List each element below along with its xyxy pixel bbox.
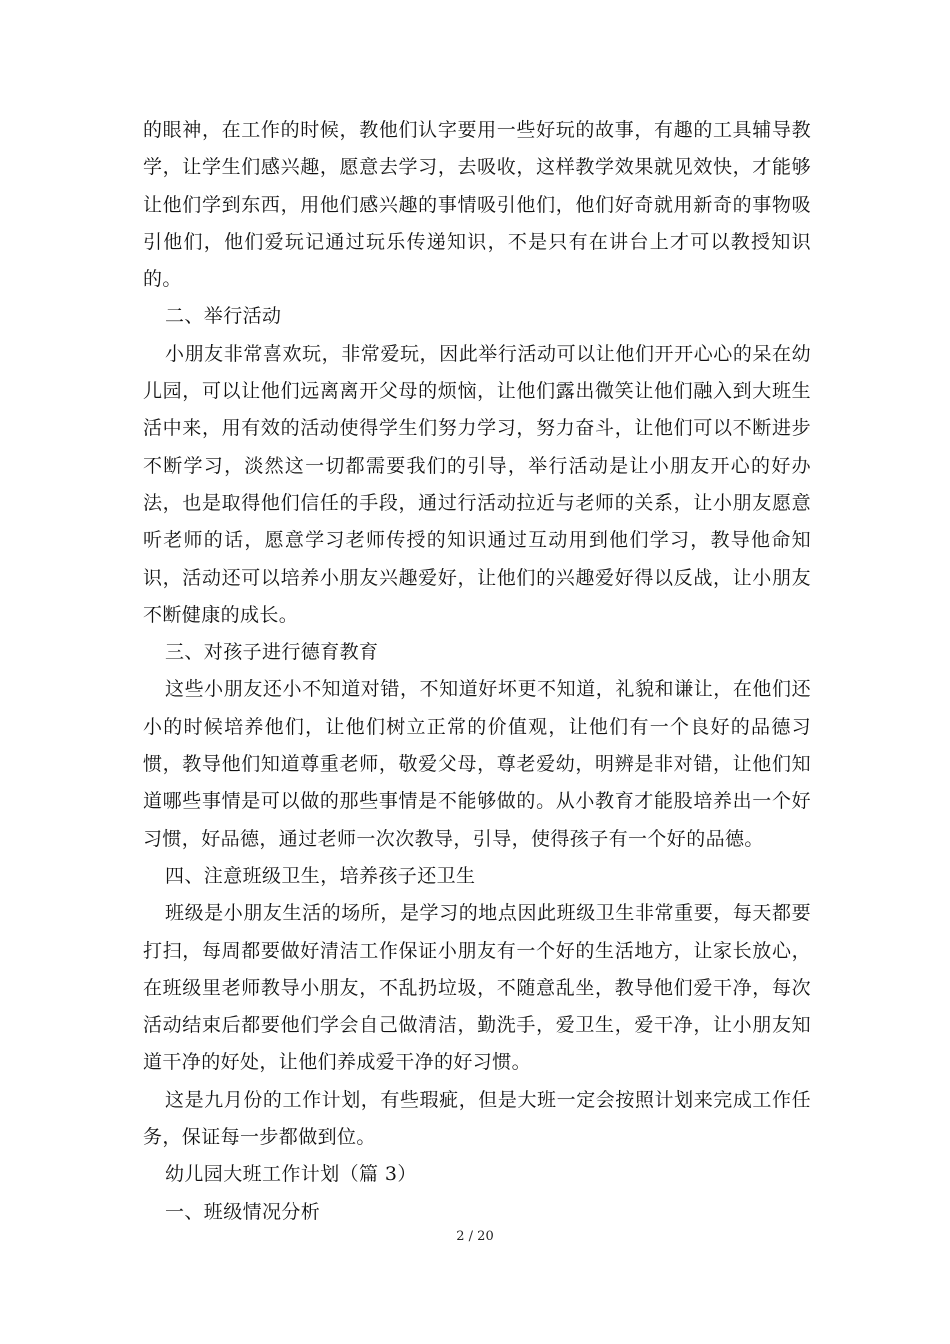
paragraph-hygiene: 班级是小朋友生活的场所，是学习的地点因此班级卫生非常重要，每天都要打扫，每周都要做好清洁工作保证小朋友有一个好的生活地方，让家长放心，在班级里老师教导小朋友，不乱扔垃圾，不随意乱坐，教导他们爱干净，每次活动结束后都要他们学会自己做清洁，勤洗手，爱卫生，爱干净，让小朋友知道干净的好处，让他们养成爱干净的好习惯。: [143, 902, 811, 1074]
document-subtitle-plan-3: 幼儿园大班工作计划（篇 3）: [165, 1163, 417, 1186]
document-body: [143, 112, 811, 1231]
paragraph-summary: 这是九月份的工作计划，有些瑕疵，但是大班一定会按照计划来完成工作任务，保证每一步都做到位。: [143, 1088, 811, 1149]
section-heading-class-analysis: 一、班级情况分析: [165, 1200, 321, 1223]
paragraph-intro: 的眼神，在工作的时候，教他们认字要用一些好玩的故事，有趣的工具辅导教学，让学生们感兴趣，愿意去学习，去吸收，这样教学效果就见效快，才能够让他们学到东西，用他们感兴趣的事情吸引他们，他们好奇就用新奇的事物吸引他们，他们爱玩记通过玩乐传递知识，不是只有在讲台上才可以教授知识的。: [143, 119, 811, 291]
section-heading-hygiene: 四、注意班级卫生，培养孩子还卫生: [165, 864, 476, 887]
section-heading-moral-education: 三、对孩子进行德育教育: [165, 641, 379, 664]
page-number: 2 / 20: [456, 1229, 494, 1244]
paragraph-activities: 小朋友非常喜欢玩，非常爱玩，因此举行活动可以让他们开开心心的呆在幼儿园，可以让他们远离离开父母的烦恼，让他们露出微笑让他们融入到大班生活中来，用有效的活动使得学生们努力学习，努力奋斗，让他们可以不断进步不断学习，淡然这一切都需要我们的引导，举行活动是让小朋友开心的好办法，也是取得他们信任的手段，通过行活动拉近与老师的关系，让小朋友愿意听老师的话，愿意学习老师传授的知识通过互动用到他们学习，教导他命知识，活动还可以培养小朋友兴趣爱好，让他们的兴趣爱好得以反战，让小朋友不断健康的成长。: [143, 342, 811, 626]
section-heading-activities: 二、举行活动: [165, 305, 282, 328]
paragraph-moral-education: 这些小朋友还小不知道对错，不知道好坏更不知道，礼貌和谦让，在他们还小的时候培养他们，让他们树立正常的价值观，让他们有一个良好的品德习惯，教导他们知道尊重老师，敬爱父母，尊老爱幼，明辨是非对错，让他们知道哪些事情是可以做的那些事情是不能够做的。从小教育才能股培养出一个好习惯，好品德，通过老师一次次教导，引导，使得孩子有一个好的品德。: [143, 678, 811, 850]
